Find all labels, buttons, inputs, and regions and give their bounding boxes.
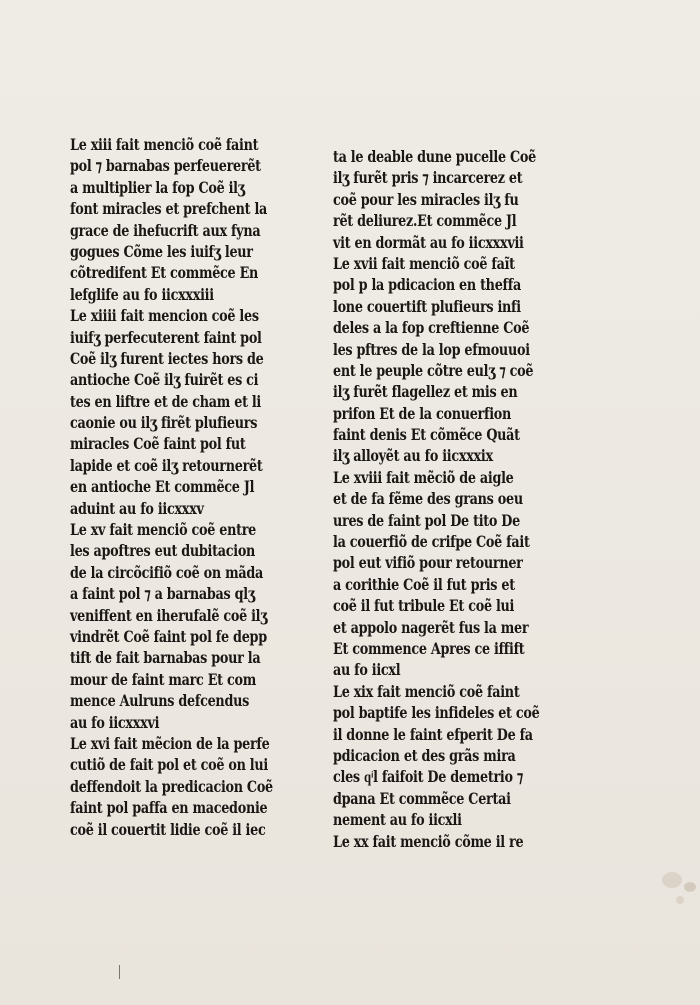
text-line: ilʒ alloyẽt au fo iicxxxix (333, 446, 493, 466)
text-line: Le xx fait menciõ cõme il re (333, 831, 524, 851)
text-line: font miracles et prefchent la (70, 199, 268, 219)
text-line: faint pol paffa en macedonie (70, 798, 268, 818)
text-line: prifon Et de la conuerfion (333, 403, 512, 423)
text-line: les apoftres eut dubitacion (70, 541, 256, 561)
text-line: mence Aulruns defcendus (70, 691, 250, 711)
foxing-stain (676, 896, 684, 904)
text-line: ilʒ furẽt flagellez et mis en (333, 382, 518, 402)
text-line: a multiplier la fop Coẽ ilʒ (70, 177, 245, 197)
text-line: dpana Et commẽce Certai (333, 788, 511, 808)
text-line: gogues Cõme les iuifʒ leur (70, 241, 253, 261)
text-line: Coẽ ilʒ furent iectes hors de (70, 348, 264, 368)
text-line: deles a la fop creftienne Coẽ (333, 318, 530, 338)
text-line: iuifʒ perfecuterent faint pol (70, 327, 262, 347)
text-line: tift de fait barnabas pour la (70, 648, 261, 668)
text-line: pol eut vifiõ pour retourner (333, 553, 523, 573)
text-line: coẽ il fut tribule Et coẽ lui (333, 596, 515, 616)
margin-mark (119, 965, 120, 979)
text-line: au fo iicxl (333, 660, 401, 680)
text-line: cutiõ de fait pol et coẽ on lui (70, 755, 268, 775)
text-line: miracles Coẽ faint pol fut (70, 434, 246, 454)
text-line: coẽ il couertit lidie coẽ il iec (70, 819, 266, 839)
text-line: grace de ihefucrift aux fyna (70, 220, 261, 240)
text-column-left (70, 134, 292, 840)
text-line: et de fa fẽme des grans oeu (333, 489, 523, 509)
text-line: caonie ou ilʒ firẽt plufieurs (70, 413, 258, 433)
text-line: Le xviii fait mẽciõ de aigle (333, 467, 514, 487)
foxing-stain (662, 872, 682, 888)
text-line: aduint au fo iicxxxv (70, 498, 204, 518)
text-line: vit en dormãt au fo iicxxxvii (333, 232, 524, 252)
text-line: ilʒ furẽt pris ⁊ incarcerez et (333, 168, 523, 188)
text-line: a faint pol ⁊ a barnabas qlʒ (70, 584, 255, 604)
text-line: faint denis Et cõmẽce Quãt (333, 425, 520, 445)
text-line: les pftres de la lop efmouuoi (333, 339, 530, 359)
text-line: Le xvi fait mẽcion de la perfe (70, 733, 270, 753)
text-line: coẽ pour les miracles ilʒ fu (333, 189, 519, 209)
text-line: pol p la pdicacion en theffa (333, 275, 521, 295)
text-line: vindrẽt Coẽ faint pol fe depp (70, 626, 267, 646)
text-line: cõtredifent Et commẽce En (70, 263, 259, 283)
text-line: Et commence Apres ce iffift (333, 638, 525, 658)
text-line: il donne le faint efperit De fa (333, 724, 533, 744)
text-column-right (333, 146, 548, 852)
text-line: Le xix fait menciõ coẽ faint (333, 681, 520, 701)
text-line: lone couertift plufieurs infi (333, 296, 521, 316)
text-line: Le xiii fait menciõ coẽ faint (70, 135, 259, 154)
text-line: rẽt deliurez.Et commẽce Jl (333, 211, 517, 231)
text-line: en antioche Et commẽce Jl (70, 477, 255, 497)
text-line: ures de faint pol De tito De (333, 510, 520, 530)
text-line: au fo iicxxxvi (70, 712, 160, 732)
text-line: veniffent en iherufalẽ coẽ ilʒ (70, 605, 268, 625)
text-line: nement au fo iicxli (333, 810, 462, 830)
text-line: ent le peuple cõtre eulʒ ⁊ coẽ (333, 360, 534, 380)
text-line: antioche Coẽ ilʒ fuirẽt es ci (70, 370, 259, 390)
text-line: lefglife au fo iicxxxiii (70, 284, 214, 304)
foxing-stain (684, 882, 696, 892)
text-line: pol baptife les infideles et coẽ (333, 703, 540, 723)
text-line: lapide et coẽ ilʒ retournerẽt (70, 455, 263, 475)
text-line: ta le deable dune pucelle Coẽ (333, 147, 536, 166)
text-line: Le xvii fait menciõ coẽ faĩt (333, 253, 515, 273)
text-line: cles qͥl faifoit De demetrio ⁊ (333, 767, 523, 787)
text-line: pdicacion et des grãs mira (333, 745, 516, 765)
text-line: mour de faint marc Et com (70, 669, 256, 689)
text-line: et appolo nagerẽt fus la mer (333, 617, 529, 637)
text-line: de la circõcifiõ coẽ on mãda (70, 562, 263, 582)
text-line: la couerfiõ de crifpe Coẽ fait (333, 532, 530, 552)
text-line: Le xiiii fait mencion coẽ les (70, 306, 259, 326)
text-line: deffendoit la predicacion Coẽ (70, 776, 273, 796)
text-line: a corithie Coẽ il fut pris et (333, 574, 515, 594)
text-line: pol ⁊ barnabas perfeuererẽt (70, 156, 261, 176)
text-line: tes en liftre et de cham et li (70, 391, 261, 411)
text-line: Le xv fait menciõ coẽ entre (70, 520, 257, 540)
